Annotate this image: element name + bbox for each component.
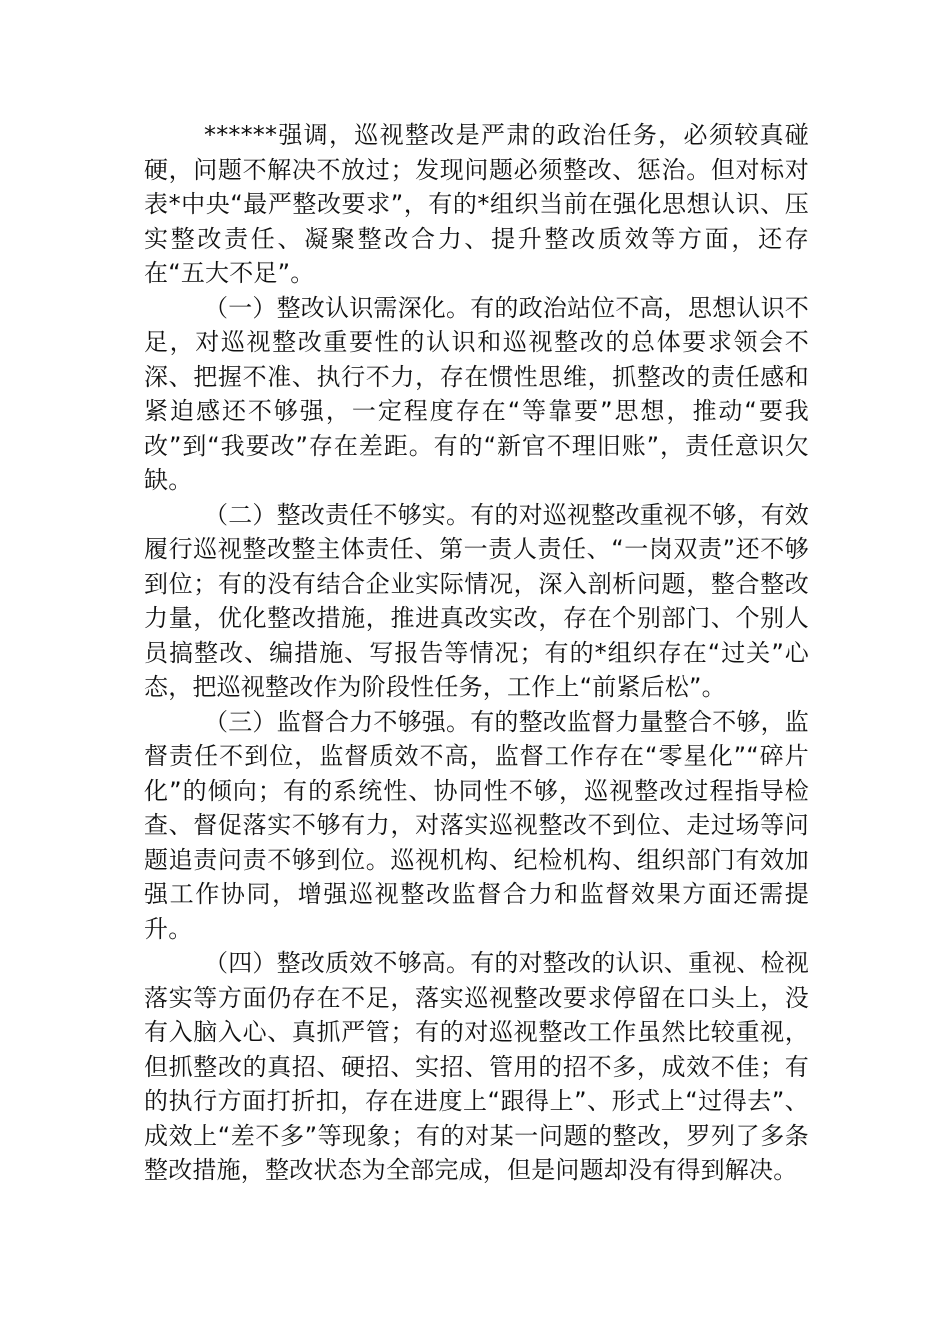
- document-body: [144, 118, 809, 1188]
- paragraph-intro: ******强调，巡视整改是严肃的政治任务，必须较真碰硬，问题不解决不放过；发现问题必须整改、惩治。但对标对表*中央“最严整改要求”，有的*组织当前在强化思想认识、压实整改责任、凝聚整改合力、提升整改质效等方面，还存在“五大不足”。: [144, 121, 809, 287]
- paragraph-section-4: （四）整改质效不够高。有的对整改的认识、重视、检视落实等方面仍存在不足，落实巡视整改要求停留在口头上，没有入脑入心、真抓严管；有的对巡视整改工作虽然比较重视，但抓整改的真招、硬招、实招、管用的招不多，成效不佳；有的执行方面打折扣，存在进度上“跟得上”、形式上“过得去”、成效上“差不多”等现象；有的对某一问题的整改，罗列了多条整改措施，整改状态为全部完成，但是问题却没有得到解决。: [144, 949, 809, 1184]
- paragraph-section-2: （二）整改责任不够实。有的对巡视整改重视不够，有效履行巡视整改整主体责任、第一责人责任、“一岗双责”还不够到位；有的没有结合企业实际情况，深入剖析问题，整合整改力量，优化整改措施，推进真改实改，存在个别部门、个别人员搞整改、编措施、写报告等情况；有的*组织存在“过关”心态，把巡视整改作为阶段性任务，工作上“前紧后松”。: [144, 500, 809, 701]
- paragraph-section-1: （一）整改认识需深化。有的政治站位不高，思想认识不足，对巡视整改重要性的认识和巡视整改的总体要求领会不深、把握不准、执行不力，存在惯性思维，抓整改的责任感和紧迫感还不够强，一定程度存在“等靠要”思想，推动“要我改”到“我要改”存在差距。有的“新官不理旧账”，责任意识欠缺。: [144, 293, 809, 494]
- paragraph-section-3: （三）监督合力不够强。有的整改监督力量整合不够，监督责任不到位，监督质效不高，监督工作存在“零星化”“碎片化”的倾向；有的系统性、协同性不够，巡视整改过程指导检查、督促落实不够有力，对落实巡视整改不到位、走过场等问题追责问责不够到位。巡视机构、纪检机构、组织部门有效加强工作协同，增强巡视整改监督合力和监督效果方面还需提升。: [144, 707, 809, 943]
